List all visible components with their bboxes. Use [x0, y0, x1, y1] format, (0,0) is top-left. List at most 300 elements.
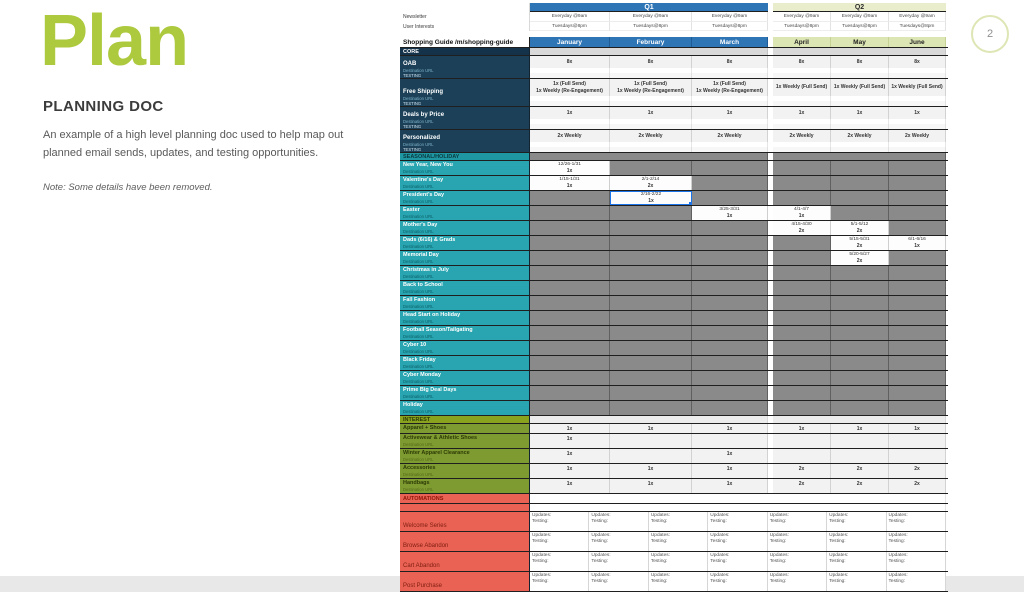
automation-cell[interactable] — [887, 572, 946, 591]
empty-cell[interactable] — [530, 326, 610, 340]
core-value-cell[interactable] — [692, 56, 768, 68]
empty-cell[interactable] — [889, 191, 946, 205]
seasonal-campaign-cell[interactable] — [610, 176, 692, 190]
interest-row-label[interactable] — [400, 479, 530, 493]
interest-value-cell[interactable]: 2x — [889, 479, 946, 493]
empty-cell[interactable] — [692, 326, 768, 340]
empty-cell[interactable] — [773, 401, 831, 415]
core-value-cell[interactable] — [530, 79, 610, 96]
automation-cell[interactable] — [589, 532, 648, 551]
empty-cell[interactable] — [530, 386, 610, 400]
planning-sheet — [400, 3, 948, 592]
empty-cell[interactable] — [530, 236, 610, 250]
interest-value-cell[interactable]: 1x — [692, 424, 768, 433]
empty-cell[interactable] — [773, 341, 831, 355]
automation-row-label[interactable]: Browse Abandon — [400, 532, 530, 551]
seasonal-row-label[interactable] — [400, 401, 530, 415]
interest-value-cell[interactable] — [831, 434, 889, 448]
destination-url-label[interactable]: Destination URL — [400, 142, 530, 147]
empty-cell[interactable] — [530, 221, 610, 235]
automation-cell[interactable] — [649, 532, 708, 551]
empty-cell[interactable] — [610, 221, 692, 235]
empty-cell[interactable] — [610, 326, 692, 340]
seasonal-row-label[interactable] — [400, 206, 530, 220]
seasonal-label-text: Holiday — [403, 401, 423, 408]
testing-cell[interactable] — [610, 124, 692, 129]
interest-row-label[interactable] — [400, 449, 530, 463]
month-header-cell[interactable]: March — [692, 37, 768, 47]
seasonal-row-label[interactable] — [400, 386, 530, 400]
empty-cell[interactable] — [773, 281, 831, 295]
automation-cell-line: Updates: — [888, 513, 908, 518]
automation-cell[interactable] — [827, 572, 886, 591]
seasonal-row-label[interactable] — [400, 341, 530, 355]
core-value-cell[interactable] — [530, 56, 610, 68]
empty-cell[interactable] — [773, 176, 831, 190]
interest-section-header[interactable]: INTEREST — [400, 416, 530, 423]
empty-cell[interactable] — [831, 296, 889, 310]
testing-cell[interactable] — [530, 147, 610, 152]
interest-value-cell[interactable] — [889, 449, 946, 463]
schedule-value-cell[interactable]: Everyday @9am — [692, 12, 768, 22]
interest-row-label[interactable] — [400, 434, 530, 448]
empty-cell[interactable] — [610, 161, 692, 175]
schedule-row — [400, 12, 948, 22]
automation-cell[interactable] — [887, 512, 946, 531]
seasonal-row-label[interactable] — [400, 371, 530, 385]
schedule-value-cell[interactable]: Tuesdays@8pm — [831, 22, 889, 31]
empty-cell[interactable] — [831, 341, 889, 355]
empty-cell[interactable] — [610, 371, 692, 385]
automation-cell-line: Updates: — [829, 553, 849, 558]
empty-cell[interactable] — [692, 371, 768, 385]
schedule-row-label[interactable]: Newsletter — [400, 12, 530, 22]
empty-cell[interactable] — [692, 161, 768, 175]
testing-cell[interactable] — [889, 124, 946, 129]
empty-cell[interactable] — [773, 356, 831, 370]
automation-cell-line: Testing: — [769, 579, 787, 584]
schedule-value-cell[interactable]: Tuesdays@8pm — [773, 22, 831, 31]
core-value-cell[interactable] — [692, 79, 768, 96]
empty-cell[interactable] — [692, 386, 768, 400]
empty-cell[interactable] — [692, 401, 768, 415]
automation-cell[interactable] — [887, 532, 946, 551]
core-value-cell[interactable] — [530, 130, 610, 142]
empty-cell[interactable] — [692, 296, 768, 310]
interest-value-cell[interactable] — [889, 434, 946, 448]
core-value-cell[interactable] — [610, 56, 692, 68]
interest-value-cell[interactable] — [610, 434, 692, 448]
testing-cell[interactable] — [530, 124, 610, 129]
core-value-cell[interactable] — [889, 130, 946, 142]
testing-cell[interactable] — [889, 73, 946, 78]
value-line: 1x (Full Send) — [634, 81, 667, 87]
testing-label[interactable]: TESTING — [400, 73, 530, 78]
empty-cell[interactable] — [692, 266, 768, 280]
core-value-cell[interactable] — [692, 107, 768, 119]
empty-cell[interactable] — [773, 251, 831, 265]
seasonal-row-label[interactable] — [400, 281, 530, 295]
empty-cell[interactable] — [889, 371, 946, 385]
value-line: 8x — [798, 58, 805, 65]
core-value-cell[interactable] — [773, 56, 831, 68]
seasonal-row-label[interactable] — [400, 326, 530, 340]
seasonal-campaign-cell[interactable] — [831, 236, 889, 250]
schedule-value-cell[interactable]: Everyday @9am — [610, 12, 692, 22]
empty-cell[interactable] — [889, 401, 946, 415]
seasonal-row-label[interactable] — [400, 191, 530, 205]
automation-row-label[interactable]: Post Purchase — [400, 572, 530, 591]
month-header-cell[interactable]: February — [610, 37, 692, 47]
core-row-label[interactable]: Deals by Price — [400, 107, 530, 119]
empty-cell[interactable] — [831, 371, 889, 385]
empty-cell[interactable] — [773, 371, 831, 385]
interest-value-cell[interactable]: 1x — [530, 434, 610, 448]
seasonal-row-label[interactable] — [400, 356, 530, 370]
destination-url-label[interactable]: Destination URL — [400, 68, 530, 73]
empty-cell[interactable] — [889, 296, 946, 310]
core-value-cell[interactable] — [773, 79, 831, 96]
seasonal-row-label[interactable] — [400, 236, 530, 250]
interest-value-cell[interactable]: 1x — [889, 424, 946, 433]
automation-cell[interactable] — [768, 552, 827, 571]
seasonal-campaign-cell[interactable] — [773, 206, 831, 220]
seasonal-row-label[interactable] — [400, 311, 530, 325]
core-value-cell[interactable] — [610, 107, 692, 119]
seasonal-row — [400, 176, 948, 191]
testing-cell[interactable] — [773, 124, 831, 129]
interest-value-cell[interactable]: 2x — [889, 464, 946, 478]
interest-value-cell[interactable]: 1x — [530, 424, 610, 433]
interest-value-cell[interactable]: 1x — [773, 424, 831, 433]
empty-cell[interactable] — [889, 386, 946, 400]
schedule-row-label[interactable]: User Interests — [400, 22, 530, 31]
core-value-cell[interactable] — [889, 79, 946, 96]
automation-cell[interactable] — [589, 572, 648, 591]
testing-cell[interactable] — [831, 73, 889, 78]
automation-cell-line: Testing: — [829, 559, 846, 564]
automation-cell[interactable] — [768, 512, 827, 531]
core-value-cell[interactable] — [831, 56, 889, 68]
empty-cell[interactable] — [773, 191, 831, 205]
empty-cell[interactable] — [773, 311, 831, 325]
testing-cell[interactable] — [831, 147, 889, 152]
testing-cell[interactable] — [610, 73, 692, 78]
automation-cell[interactable] — [827, 532, 886, 551]
core-section-header[interactable]: CORE — [400, 48, 530, 55]
automation-cell[interactable] — [589, 552, 648, 571]
core-value-cell[interactable] — [530, 107, 610, 119]
empty-cell[interactable] — [692, 251, 768, 265]
empty-cell[interactable] — [692, 281, 768, 295]
testing-cell[interactable] — [530, 73, 610, 78]
automation-cell[interactable] — [708, 572, 767, 591]
core-value-cell[interactable] — [692, 130, 768, 142]
core-row-label[interactable]: Personalized — [400, 130, 530, 142]
empty-cell[interactable] — [610, 296, 692, 310]
empty-cell[interactable] — [530, 191, 610, 205]
interest-value-cell[interactable] — [831, 449, 889, 463]
empty-cell[interactable] — [831, 401, 889, 415]
testing-cell[interactable] — [692, 101, 768, 106]
empty-cell[interactable] — [889, 221, 946, 235]
seasonal-campaign-cell[interactable] — [889, 236, 946, 250]
q2-header-cell[interactable]: Q2 — [773, 3, 946, 12]
automation-cell-line: Testing: — [829, 519, 846, 524]
automation-cell[interactable] — [530, 512, 589, 531]
empty-cell[interactable] — [692, 341, 768, 355]
core-value-cell[interactable] — [889, 107, 946, 119]
schedule-value-cell[interactable]: Tuesdays@8pm — [692, 22, 768, 31]
month-header-cell[interactable]: May — [831, 37, 889, 47]
core-row-label[interactable]: Free Shipping — [400, 79, 530, 96]
interest-value-cell[interactable]: 1x — [530, 464, 610, 478]
month-header-cell[interactable]: June — [889, 37, 946, 47]
empty-cell[interactable] — [831, 176, 889, 190]
automation-cell[interactable] — [827, 512, 886, 531]
interest-value-cell[interactable] — [773, 449, 831, 463]
automations-section-header[interactable]: AUTOMATIONS — [400, 494, 530, 503]
automation-cell-line: Updates: — [769, 513, 789, 518]
testing-cell[interactable] — [773, 147, 831, 152]
destination-url-label: Destination URL — [403, 486, 434, 492]
interest-row-label[interactable] — [400, 464, 530, 478]
empty-cell[interactable] — [610, 341, 692, 355]
shopping-guide-label[interactable]: Shopping Guide /m/shopping-guide — [400, 37, 530, 47]
destination-url-label[interactable]: Destination URL — [400, 96, 530, 101]
schedule-value-cell[interactable]: Tuesdays@8pm — [610, 22, 692, 31]
seasonal-campaign-cell[interactable] — [773, 221, 831, 235]
interest-value-cell[interactable] — [773, 434, 831, 448]
interest-value-cell[interactable]: 1x — [530, 479, 610, 493]
empty-cell[interactable] — [692, 356, 768, 370]
automation-cell[interactable] — [887, 552, 946, 571]
automation-cell[interactable] — [827, 552, 886, 571]
seasonal-row-label[interactable] — [400, 296, 530, 310]
seasonal-row-label[interactable] — [400, 161, 530, 175]
testing-cell[interactable] — [530, 101, 610, 106]
testing-label[interactable]: TESTING — [400, 147, 530, 152]
interest-value-cell[interactable]: 1x — [610, 479, 692, 493]
empty-cell[interactable] — [831, 161, 889, 175]
empty-cell[interactable] — [889, 326, 946, 340]
empty-cell[interactable] — [889, 251, 946, 265]
empty-cell[interactable] — [530, 356, 610, 370]
testing-cell[interactable] — [692, 147, 768, 152]
automation-row-label[interactable]: Welcome Series — [400, 512, 530, 531]
empty-cell[interactable] — [610, 401, 692, 415]
empty-cell[interactable] — [831, 191, 889, 205]
empty-cell[interactable] — [773, 326, 831, 340]
empty-cell[interactable] — [610, 206, 692, 220]
interest-value-cell[interactable] — [692, 434, 768, 448]
automation-cell[interactable] — [708, 532, 767, 551]
testing-label[interactable]: TESTING — [400, 101, 530, 106]
interest-value-cell[interactable]: 1x — [530, 449, 610, 463]
seasonal-row-label[interactable] — [400, 251, 530, 265]
seasonal-header-band — [530, 153, 768, 160]
testing-cell[interactable] — [831, 101, 889, 106]
seasonal-campaign-cell[interactable] — [692, 206, 768, 220]
month-header-cell[interactable]: April — [773, 37, 831, 47]
automation-cell[interactable] — [649, 512, 708, 531]
core-value-cell[interactable] — [610, 130, 692, 142]
empty-cell[interactable] — [530, 266, 610, 280]
interest-value-cell[interactable]: 1x — [610, 464, 692, 478]
empty-cell[interactable] — [773, 161, 831, 175]
testing-cell[interactable] — [692, 124, 768, 129]
empty-cell[interactable] — [610, 236, 692, 250]
automation-cell-line: Testing: — [888, 559, 906, 564]
interest-value-cell[interactable]: 1x — [692, 449, 768, 463]
interest-value-cell[interactable]: 1x — [692, 464, 768, 478]
seasonal-campaign-cell[interactable] — [610, 191, 692, 205]
automation-cell[interactable] — [530, 532, 589, 551]
core-value-cell[interactable] — [773, 107, 831, 119]
empty-cell[interactable] — [889, 161, 946, 175]
automation-cell[interactable] — [708, 552, 767, 571]
automation-cell[interactable] — [530, 572, 589, 591]
empty-cell[interactable] — [610, 356, 692, 370]
seasonal-row — [400, 221, 948, 236]
empty-cell[interactable] — [831, 206, 889, 220]
schedule-value-cell[interactable]: Tuesdays@8pm — [889, 22, 946, 31]
core-value-cell[interactable] — [831, 107, 889, 119]
empty-cell[interactable] — [692, 191, 768, 205]
empty-cell[interactable] — [831, 356, 889, 370]
month-header-cell[interactable]: January — [530, 37, 610, 47]
interest-value-cell[interactable]: 1x — [610, 424, 692, 433]
empty-cell[interactable] — [530, 251, 610, 265]
empty-cell[interactable] — [889, 311, 946, 325]
automation-cell-line: Updates: — [710, 553, 730, 558]
testing-cell[interactable] — [610, 147, 692, 152]
schedule-value-cell[interactable]: Everyday @9am — [831, 12, 889, 22]
core-row — [400, 130, 948, 142]
schedule-value-cell[interactable]: Everyday @9am — [889, 12, 946, 22]
testing-label[interactable]: TESTING — [400, 124, 530, 129]
empty-cell[interactable] — [889, 281, 946, 295]
seasonal-campaign-cell[interactable] — [530, 176, 610, 190]
empty-cell[interactable] — [889, 266, 946, 280]
automation-cell[interactable] — [530, 552, 589, 571]
interest-value-cell[interactable]: 2x — [773, 464, 831, 478]
empty-cell[interactable] — [610, 281, 692, 295]
schedule-value-cell[interactable]: Tuesdays@8pm — [530, 22, 610, 31]
empty-cell[interactable] — [773, 386, 831, 400]
empty-cell[interactable] — [831, 281, 889, 295]
core-value-cell[interactable] — [831, 79, 889, 96]
empty-cell[interactable] — [530, 401, 610, 415]
automation-cell[interactable] — [708, 512, 767, 531]
campaign-sends: 2x — [856, 242, 863, 249]
empty-cell[interactable] — [530, 341, 610, 355]
interest-value-cell[interactable]: 2x — [773, 479, 831, 493]
automation-cell[interactable] — [768, 572, 827, 591]
interest-row-label[interactable] — [400, 424, 530, 433]
automation-cell[interactable] — [649, 552, 708, 571]
empty-cell[interactable] — [831, 326, 889, 340]
empty-cell[interactable] — [831, 386, 889, 400]
empty-cell[interactable] — [610, 251, 692, 265]
interest-label-text: Accessories — [403, 464, 436, 471]
seasonal-section-header-row — [400, 153, 948, 161]
core-value-cell[interactable] — [889, 56, 946, 68]
interest-value-cell[interactable]: 1x — [692, 479, 768, 493]
empty-cell[interactable] — [692, 221, 768, 235]
empty-cell[interactable] — [889, 176, 946, 190]
empty-cell[interactable] — [530, 371, 610, 385]
empty-cell[interactable] — [530, 311, 610, 325]
q1-header-cell[interactable]: Q1 — [530, 3, 768, 12]
empty-cell[interactable] — [692, 236, 768, 250]
interest-value-cell[interactable]: 2x — [831, 464, 889, 478]
empty-cell[interactable] — [889, 341, 946, 355]
empty-cell[interactable] — [610, 266, 692, 280]
testing-cell[interactable] — [773, 101, 831, 106]
core-row-label[interactable]: OAB — [400, 56, 530, 68]
empty-cell[interactable] — [831, 311, 889, 325]
schedule-value-cell[interactable]: Everyday @9am — [530, 12, 610, 22]
automation-cell[interactable] — [649, 572, 708, 591]
core-value-cell[interactable] — [610, 79, 692, 96]
schedule-value-cell[interactable]: Everyday @9am — [773, 12, 831, 22]
seasonal-row-label[interactable] — [400, 266, 530, 280]
testing-cell[interactable] — [773, 73, 831, 78]
automation-cell[interactable] — [589, 512, 648, 531]
campaign-dates: 12/26-1/31 — [558, 161, 581, 167]
seasonal-section-header[interactable]: SEASONAL/HOLIDAY — [400, 153, 530, 160]
seasonal-row-label[interactable] — [400, 176, 530, 190]
core-value-cell[interactable] — [773, 130, 831, 142]
empty-cell[interactable] — [889, 356, 946, 370]
interest-row — [400, 479, 948, 494]
value-line: 1x (Full Send) — [553, 81, 586, 87]
seasonal-row-label[interactable] — [400, 221, 530, 235]
testing-cell[interactable] — [692, 73, 768, 78]
automation-cell[interactable] — [768, 532, 827, 551]
empty-cell[interactable] — [773, 266, 831, 280]
empty-cell[interactable] — [692, 176, 768, 190]
empty-cell[interactable] — [692, 311, 768, 325]
empty-cell[interactable] — [773, 296, 831, 310]
empty-cell[interactable] — [773, 236, 831, 250]
testing-cell[interactable] — [889, 147, 946, 152]
core-row — [400, 107, 948, 119]
testing-cell[interactable] — [889, 101, 946, 106]
interest-value-cell[interactable]: 1x — [831, 424, 889, 433]
testing-cell[interactable] — [610, 101, 692, 106]
empty-cell[interactable] — [530, 206, 610, 220]
empty-cell[interactable] — [530, 281, 610, 295]
empty-cell[interactable] — [831, 266, 889, 280]
testing-cell[interactable] — [831, 124, 889, 129]
seasonal-campaign-cell[interactable] — [831, 221, 889, 235]
empty-cell[interactable] — [610, 311, 692, 325]
interest-value-cell[interactable] — [610, 449, 692, 463]
selection-fill-handle[interactable] — [689, 202, 692, 205]
empty-cell[interactable] — [610, 386, 692, 400]
seasonal-campaign-cell[interactable] — [530, 161, 610, 175]
interest-value-cell[interactable]: 2x — [831, 479, 889, 493]
core-value-cell[interactable] — [831, 130, 889, 142]
seasonal-campaign-cell[interactable] — [831, 251, 889, 265]
value-line: 1x — [798, 109, 805, 116]
destination-url-label[interactable]: Destination URL — [400, 119, 530, 124]
empty-cell[interactable] — [889, 206, 946, 220]
empty-cell[interactable] — [530, 296, 610, 310]
automation-row-label[interactable]: Cart Abandon — [400, 552, 530, 571]
